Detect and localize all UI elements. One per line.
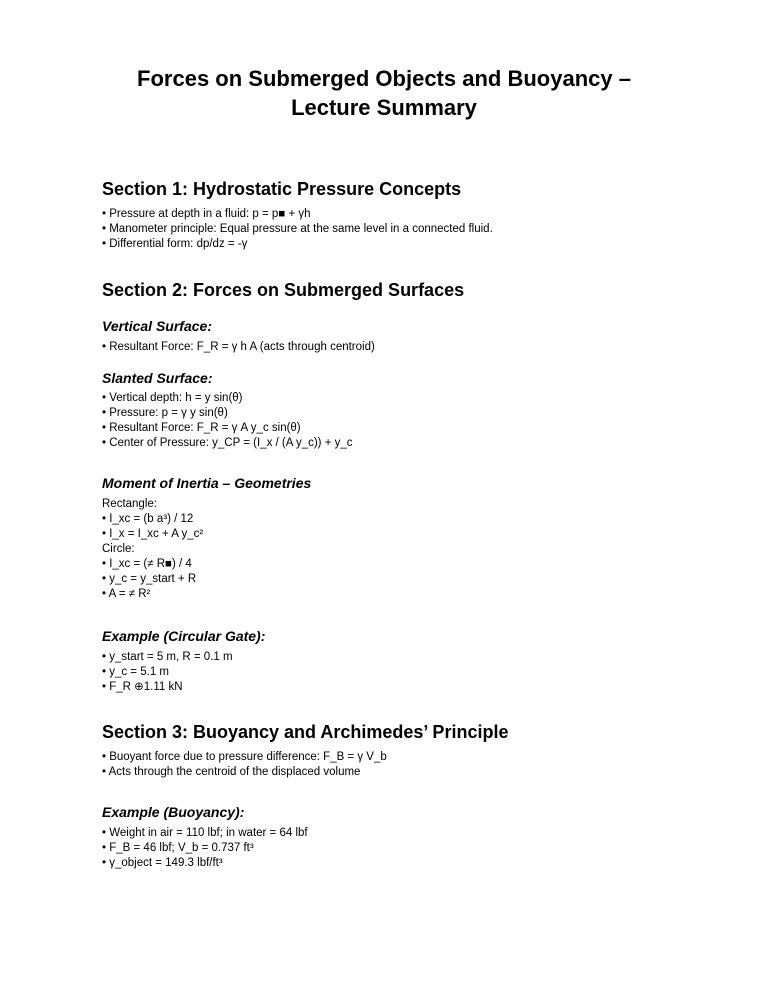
list-item: • Vertical depth: h = y sin(θ): [102, 392, 243, 404]
list-item: • Center of Pressure: y_CP = (I_x / (A y_c)) + y_c: [102, 437, 353, 449]
list-item: • Pressure at depth in a fluid: p = p■ + γh: [102, 208, 311, 220]
vertical-list: [102, 340, 375, 355]
section-3-heading: Section 3: Buoyancy and Archimedes’ Principle: [102, 722, 509, 742]
list-item: • A = ≠ R²: [102, 588, 151, 600]
list-item: • I_x = I_xc + A y_c²: [102, 528, 204, 540]
list-item: • Weight in air = 110 lbf; in water = 64 lbf: [102, 827, 308, 839]
list-item: • Pressure: p = γ y sin(θ): [102, 407, 228, 419]
list-item: • I_xc = (≠ R■) / 4: [102, 558, 192, 570]
list-item: • I_xc = (b a³) / 12: [102, 513, 194, 525]
moment-heading: Moment of Inertia – Geometries: [102, 475, 312, 491]
example-circular-list: [102, 650, 233, 695]
list-item: Circle:: [102, 543, 135, 555]
moment-list: [102, 497, 203, 602]
title-line: Forces on Submerged Objects and Buoyancy –: [137, 66, 631, 91]
list-item: • Buoyant force due to pressure difference: F_B = γ V_b: [102, 751, 387, 763]
section-3-list: [102, 750, 387, 780]
list-item: • y_c = y_start + R: [102, 573, 197, 585]
section-2-heading: Section 2: Forces on Submerged Surfaces: [102, 280, 465, 300]
title-line: Lecture Summary: [291, 95, 477, 120]
list-item: • γ_object = 149.3 lbf/ft³: [102, 857, 223, 869]
example-buoyancy-heading: Example (Buoyancy):: [102, 804, 245, 820]
list-item: • Differential form: dp/dz = -γ: [102, 238, 248, 250]
page-title: [0, 64, 768, 122]
list-item: • Acts through the centroid of the displaced volume: [102, 766, 361, 778]
list-item: • F_R ⊕1.11 kN: [102, 681, 183, 693]
example-buoyancy-list: [102, 826, 308, 871]
slanted-list: [102, 391, 353, 451]
vertical-surface-heading: Vertical Surface:: [102, 318, 212, 334]
list-item: • F_B = 46 lbf; V_b = 0.737 ft³: [102, 842, 254, 854]
section-1-list: [102, 207, 493, 252]
list-item: • Manometer principle: Equal pressure at the same level in a connected fluid.: [102, 223, 493, 235]
slanted-surface-heading: Slanted Surface:: [102, 370, 213, 386]
example-circular-heading: Example (Circular Gate):: [102, 628, 266, 644]
list-item: • y_start = 5 m, R = 0.1 m: [102, 651, 233, 663]
list-item: • Resultant Force: F_R = γ h A (acts through centroid): [102, 341, 375, 353]
list-item: Rectangle:: [102, 498, 157, 510]
list-item: • Resultant Force: F_R = γ A y_c sin(θ): [102, 422, 301, 434]
section-1-heading: Section 1: Hydrostatic Pressure Concepts: [102, 179, 462, 199]
list-item: • y_c = 5.1 m: [102, 666, 169, 678]
